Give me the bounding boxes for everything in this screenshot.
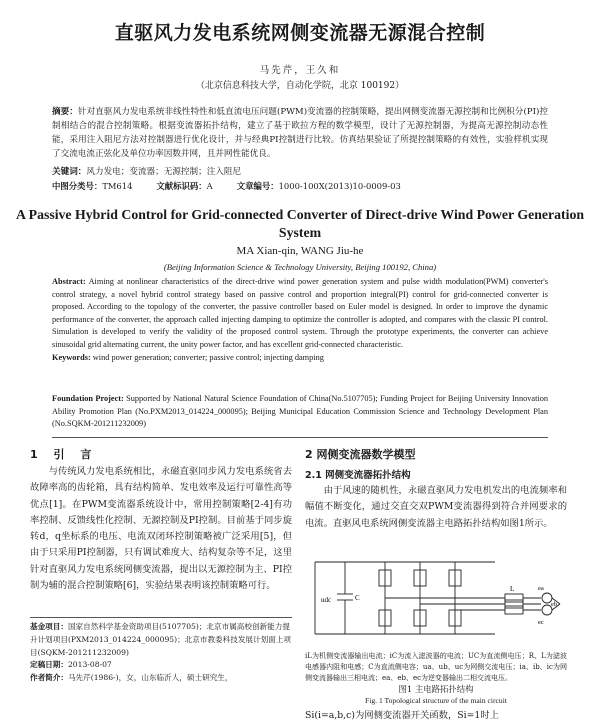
abstract-en-text: Aiming at nonlinear characteristics of the direct-drive wind power generation system and pulse width modulation(PWM) converter's control strategy, a novel hybrid control strategy based on passive control and proportion integral(PI) control for grid-connected converter is proposed. According to the topology of the converter, the passive controller based on Euler model is designed. In order to improve the dynamic performance of the converter, the approach called injecting damping to optimize the controller is adopted, and compares with the classic PI control. Simulation is developed to verify the validity of the proposed control system. Through the prototype experiments, the converter can achieve sinusoidal grid alternating current, the unity power factor, and has excellent grid-connected characteristic. <box>52 277 548 349</box>
abstract-en <box>52 276 548 364</box>
figure-legend: iL为机侧变流器输出电流；iC为流入滤波器的电流；UC为直流侧电压；R、L为滤波电感器内阻和电感；C为直流侧电容；ua、ub、uc为网侧交流电压；ia、ib、ic为网侧变流器输出三相电流；ea、eb、ec为逆变器输出二相交流电压。 <box>305 652 567 682</box>
doc-code-label: 文献标识码： <box>156 181 207 191</box>
author-bio-label: 作者简介： <box>30 673 68 683</box>
section-2-heading: 2 网侧变流器数学模型 <box>305 448 416 461</box>
fund-text: 国家自然科学基金资助项目(5107705)；北京市属高校创新能力提升计划项目(PXM2013_014224_000095)；北京市教委科技发展计划面上项目(SQKM-201211232009) <box>30 622 291 657</box>
article-number-label: 文章编号： <box>236 181 279 191</box>
authors-en: MA Xian-qin, WANG Jiu-he <box>236 245 364 257</box>
affiliation-en: (Beijing Information Science & Technology University, Beijing 100192, China) <box>163 262 437 272</box>
inductor-b <box>505 600 523 608</box>
label-capacitor: C <box>355 594 360 602</box>
date-label: 定稿日期： <box>30 660 68 670</box>
section-2-1-heading: 2.1 网侧变流器拓扑结构 <box>305 470 411 481</box>
paper-title-cn: 直驱风力发电系统网侧变流器无源混合控制 <box>114 22 486 44</box>
section-2-1-body <box>305 483 567 532</box>
figure-caption-en: Fig. 1 Topological structure of the main circuit <box>365 696 507 705</box>
keywords-en-text: wind power generation; converter; passive control; injecting damping <box>92 352 324 362</box>
keywords-cn <box>52 165 548 177</box>
author-bio-text: 马先芹(1986-)，女，山东临沂人，硕士研究生， <box>67 673 233 683</box>
inductor-c <box>505 606 523 614</box>
keywords-cn-text: 风力发电；变流器；无源控制；注入阻尼 <box>86 167 242 177</box>
doc-code-value: A <box>206 181 213 191</box>
foundation-text: Supported by National Natural Science Foundation of China(No.5107705); Funding Project for Beijing University Innovation Ability Promotion Plan (No.PXM2013_014224_000095); Beijing Municipal Education Commission Science and Technology Development Plan (No.SQKM-201211232009) <box>52 394 548 429</box>
abstract-cn-label: 摘要： <box>52 107 78 117</box>
foundation-label: Foundation Project: <box>52 394 124 403</box>
abstract-en-label: Abstract: <box>52 277 86 286</box>
clc-value: TM614 <box>102 181 133 191</box>
section-divider <box>52 437 548 438</box>
label-udc: udc <box>321 596 332 604</box>
section-2-1-continuation: Si(i=a,b,c)为网侧变流器开关函数，Si=1时上 <box>305 710 499 721</box>
figure-caption-cn: 图1 主电路拓扑结构 <box>398 684 474 694</box>
article-number-value: 1000-100X(2013)10-0009-03 <box>278 181 401 191</box>
section-1-heading: 1 引 言 <box>30 448 98 461</box>
abstract-cn <box>52 105 548 161</box>
inductor-a <box>505 594 523 602</box>
label-ea: ea <box>538 585 544 592</box>
date-text: 2013-08-07 <box>67 660 112 670</box>
classification-line <box>52 180 548 192</box>
circuit-figure <box>305 548 567 648</box>
authors-cn: 马先芹，王久和 <box>259 65 341 76</box>
label-inductor: L <box>510 585 515 593</box>
affiliation-cn: （北京信息科技大学，自动化学院，北京 100192） <box>195 81 405 91</box>
label-eb: eb <box>551 601 558 608</box>
section-1-body <box>30 464 292 594</box>
section-1-paragraph: 与传统风力发电系统相比，永磁直驱同步风力发电系统省去故障率高的齿轮箱，具有结构简单、发电效率及运行可靠性高等优点[1]。在PWM变流器系统设计中，常用控制策略[2-4]有功率控制、反馈线性化控制、无源控制及PI控制。目前基于同步旋转d，q坐标系的电压、电流双闭环控制策略被广泛采用[5]，但由于只采用PI控制器，只有调试难度大、结构复杂等不足，这里针对直驱风力发电系统网侧变流器，提出以无源控制为主、PI控制为辅的混合控制策略[6]，实验结果表明该控制策略可行。 <box>30 466 292 592</box>
foundation-project-en <box>52 393 548 431</box>
footnotes <box>30 617 292 685</box>
keywords-cn-label: 关键词： <box>52 167 87 177</box>
label-ec: ec <box>538 619 544 626</box>
keywords-en-label: Keywords: <box>52 352 91 362</box>
fund-label: 基金项目： <box>30 622 68 631</box>
clc-label: 中图分类号： <box>52 181 103 191</box>
paper-title-en: A Passive Hybrid Control for Grid-connected Converter of Direct-drive Wind Power Generation System <box>15 207 585 240</box>
circuit-diagram <box>305 548 567 648</box>
section-2-1-paragraph: 由于风速的随机性，永磁直驱风力发电机发出的电流频率和幅值不断变化，通过交直交双PWM变流器得到符合并网要求的电流。直驱风电系统网侧变流器主电路拓扑结构如图1所示。 <box>305 485 567 529</box>
abstract-cn-text: 针对直驱风力发电系统非线性特性和低直流电压问题(PWM)变流器的控制策略，提出网侧变流器无源控制和比例积分(PI)控制相结合的混合控制策略。根据变流器拓扑结构，建立了基于欧拉方程的数学模型，设计了无源控制器，为提高无源控制动态性能，采用注入阻尼方法对控制器进行优化设计，并与经典PI控制进行比较。仿真结果验证了所提控制策略的有效性，实验样机实现了交流电流正弦化及单位功率因数并网，且并网性能优良。 <box>52 107 548 159</box>
